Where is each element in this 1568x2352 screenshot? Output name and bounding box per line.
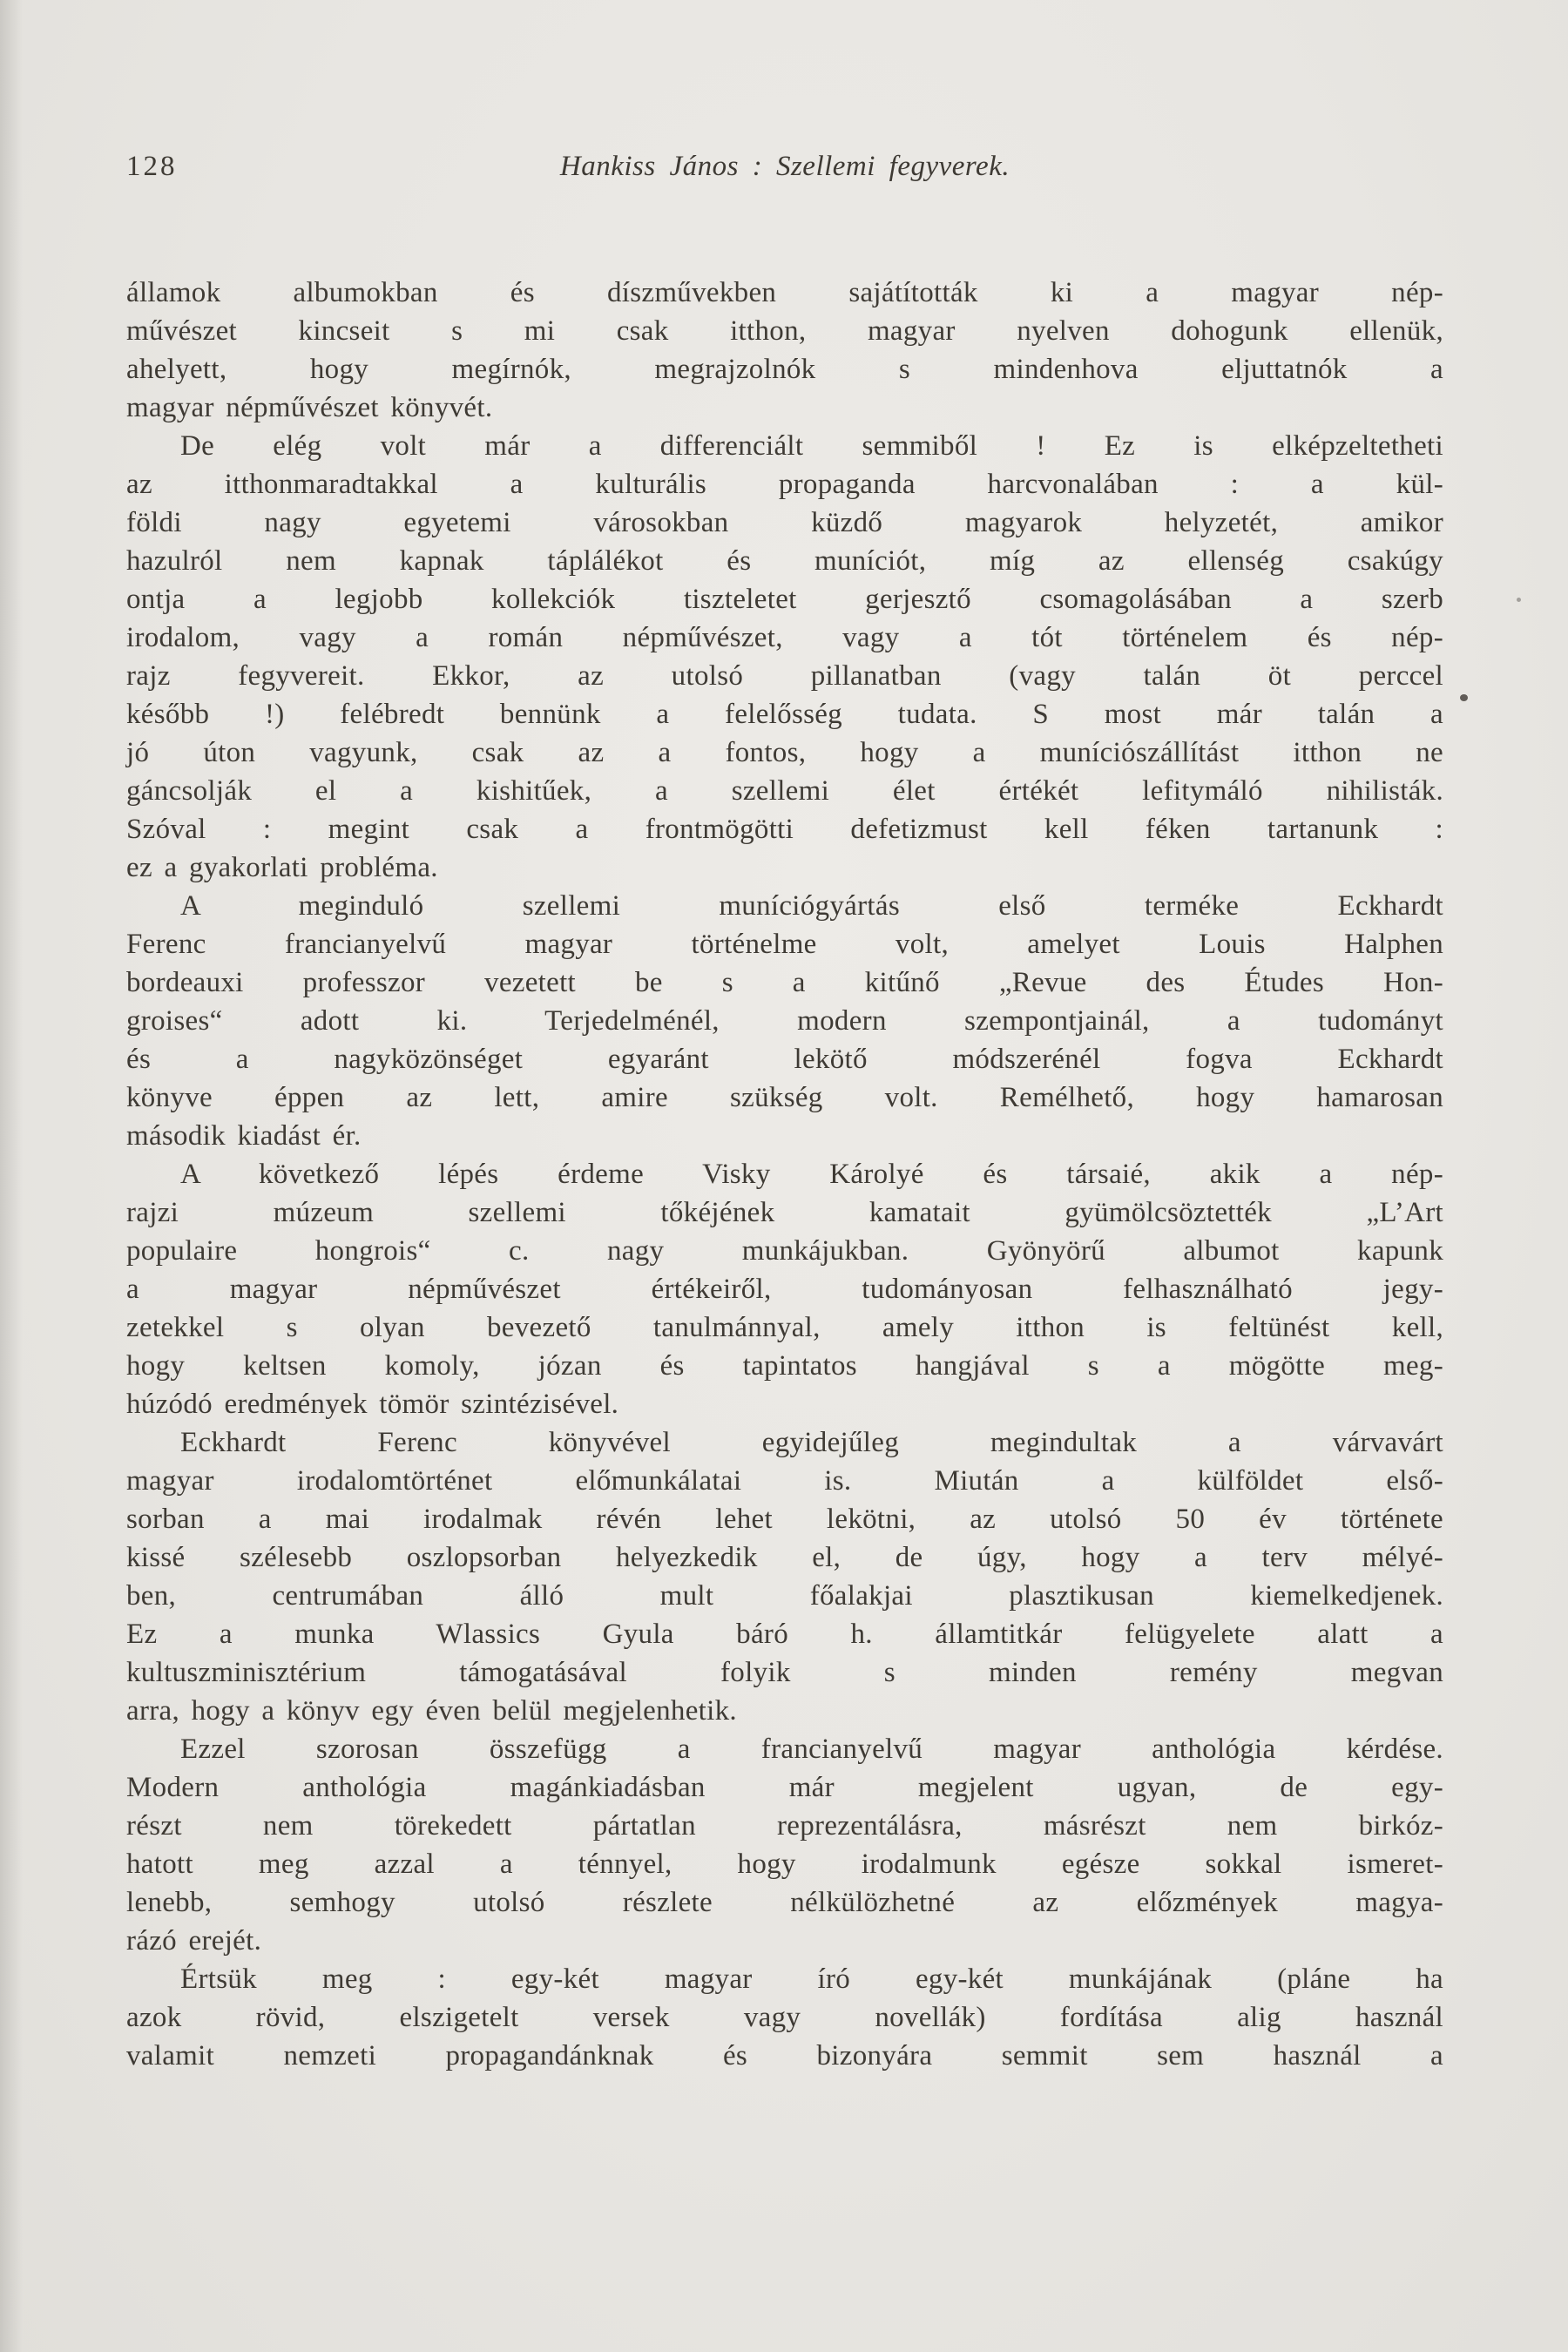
text-line: földi nagy egyetemi városokban küzdő magyarok helyzetét, amikor <box>126 507 1443 538</box>
text-line: kultuszminisztérium támogatásával folyik s minden remény megvan <box>126 1657 1443 1688</box>
text-line: Modern anthológia magánkiadásban már megjelent ugyan, de egy- <box>126 1772 1443 1803</box>
text-line: A meginduló szellemi muníciógyártás első terméke Eckhardt <box>180 890 1443 922</box>
text-line: később !) felébredt bennünk a felelősség tudata. S most már talán a <box>126 699 1443 730</box>
scan-speck <box>1460 694 1468 701</box>
text-line: rázó erejét. <box>126 1925 262 1957</box>
text-line: Ezzel szorosan összefügg a francianyelvű magyar anthológia kérdése. <box>180 1734 1443 1765</box>
text-line: ahelyett, hogy megírnók, megrajzolnók s mindenhova eljuttatnók a <box>126 354 1443 385</box>
paragraph <box>126 1960 1443 2075</box>
text-line: hatott meg azzal a ténnyel, hogy irodalmunk egésze sokkal ismeret- <box>126 1848 1443 1880</box>
running-title: Hankiss János : Szellemi fegyverek. <box>559 151 1010 182</box>
text-line: zetekkel s olyan bevezető tanulmánnyal, amely itthon is feltünést kell, <box>126 1312 1443 1343</box>
text-line: Értsük meg : egy-két magyar író egy-két munkájának (pláne ha <box>180 1963 1443 1995</box>
paragraph <box>126 427 1443 887</box>
text-line: ez a gyakorlati probléma. <box>126 852 438 883</box>
text-line: kissé szélesebb oszlopsorban helyezkedik el, de úgy, hogy a terv mélyé- <box>126 1542 1443 1573</box>
text-line: ontja a legjobb kollekciók tiszteletet gerjesztő csomagolásában a szerb <box>126 584 1443 615</box>
page-text <box>126 274 1443 2075</box>
text-line: könyve éppen az lett, amire szükség volt. Remélhető, hogy hamarosan <box>126 1082 1443 1113</box>
paragraph <box>126 1730 1443 1960</box>
text-line: államok albumokban és díszművekben sajátították ki a magyar nép- <box>126 277 1443 308</box>
paragraph <box>126 1155 1443 1423</box>
text-line: művészet kincseit s mi csak itthon, magyar nyelven dohogunk ellenük, <box>126 315 1443 347</box>
text-line: Ez a munka Wlassics Gyula báró h. államtitkár felügyelete alatt a <box>126 1619 1443 1650</box>
paragraph <box>126 274 1443 427</box>
text-line: hazulról nem kapnak táplálékot és muníciót, míg az ellenség csakúgy <box>126 545 1443 577</box>
paragraph <box>126 1423 1443 1730</box>
text-line: Szóval : megint csak a frontmögötti defetizmust kell féken tartanunk : <box>126 814 1443 845</box>
text-line: magyar népművészet könyvét. <box>126 392 493 423</box>
text-line: valamit nemzeti propagandánknak és bizonyára semmit sem használ a <box>126 2040 1443 2072</box>
text-line: bordeauxi professzor vezetett be s a kitűnő „Revue des Études Hon- <box>126 967 1443 998</box>
text-line: rajzi múzeum szellemi tőkéjének kamatait gyümölcsöztették „L’Art <box>126 1197 1443 1228</box>
text-line: sorban a mai irodalmak révén lehet lekötni, az utolsó 50 év története <box>126 1504 1443 1535</box>
text-line: populaire hongrois“ c. nagy munkájukban. Gyönyörű albumot kapunk <box>126 1235 1443 1267</box>
text-line: második kiadást ér. <box>126 1120 362 1152</box>
running-header <box>126 146 1443 186</box>
text-line: rajz fegyvereit. Ekkor, az utolsó pillanatban (vagy talán öt perccel <box>126 660 1443 692</box>
page-number: 128 <box>126 151 178 182</box>
text-line: arra, hogy a könyv egy éven belül megjelenhetik. <box>126 1695 737 1727</box>
text-line: lenebb, semhogy utolsó részlete nélkülözhetné az előzmények magya- <box>126 1887 1443 1918</box>
text-line: groises“ adott ki. Terjedelménél, modern szempontjainál, a tudományt <box>126 1005 1443 1037</box>
scan-speck <box>1517 598 1521 602</box>
text-line: és a nagyközönséget egyaránt lekötő módszerénél fogva Eckhardt <box>126 1044 1443 1075</box>
text-line: Eckhardt Ferenc könyvével egyidejűleg megindultak a várvavárt <box>180 1427 1443 1458</box>
text-line: húzódó eredmények tömör szintézisével. <box>126 1389 619 1420</box>
text-line: az itthonmaradtakkal a kulturális propaganda harcvonalában : a kül- <box>126 469 1443 500</box>
text-line: részt nem törekedett pártatlan reprezentálásra, másrészt nem birkóz- <box>126 1810 1443 1842</box>
text-line: Ferenc francianyelvű magyar történelme volt, amelyet Louis Halphen <box>126 929 1443 960</box>
text-line: gáncsolják el a kishitűek, a szellemi élet értékét lefitymáló nihilisták. <box>126 775 1443 807</box>
text-line: hogy keltsen komoly, józan és tapintatos hangjával s a mögötte meg- <box>126 1350 1443 1382</box>
text-line: a magyar népművészet értékeiről, tudományosan felhasználható jegy- <box>126 1274 1443 1305</box>
text-line: A következő lépés érdeme Visky Károlyé és társaié, akik a nép- <box>180 1159 1443 1190</box>
text-line: magyar irodalomtörténet előmunkálatai is. Miután a külföldet első- <box>126 1465 1443 1497</box>
text-line: azok rövid, elszigetelt versek vagy novellák) fordítása alig használ <box>126 2002 1443 2033</box>
text-line: jó úton vagyunk, csak az a fontos, hogy a muníciószállítást itthon ne <box>126 737 1443 768</box>
text-line: De elég volt már a differenciált semmiből ! Ez is elképzeltetheti <box>180 430 1443 462</box>
paragraph <box>126 887 1443 1155</box>
text-line: irodalom, vagy a román népművészet, vagy a tót történelem és nép- <box>126 622 1443 653</box>
text-line: ben, centrumában álló mult főalakjai plasztikusan kiemelkedjenek. <box>126 1580 1443 1612</box>
